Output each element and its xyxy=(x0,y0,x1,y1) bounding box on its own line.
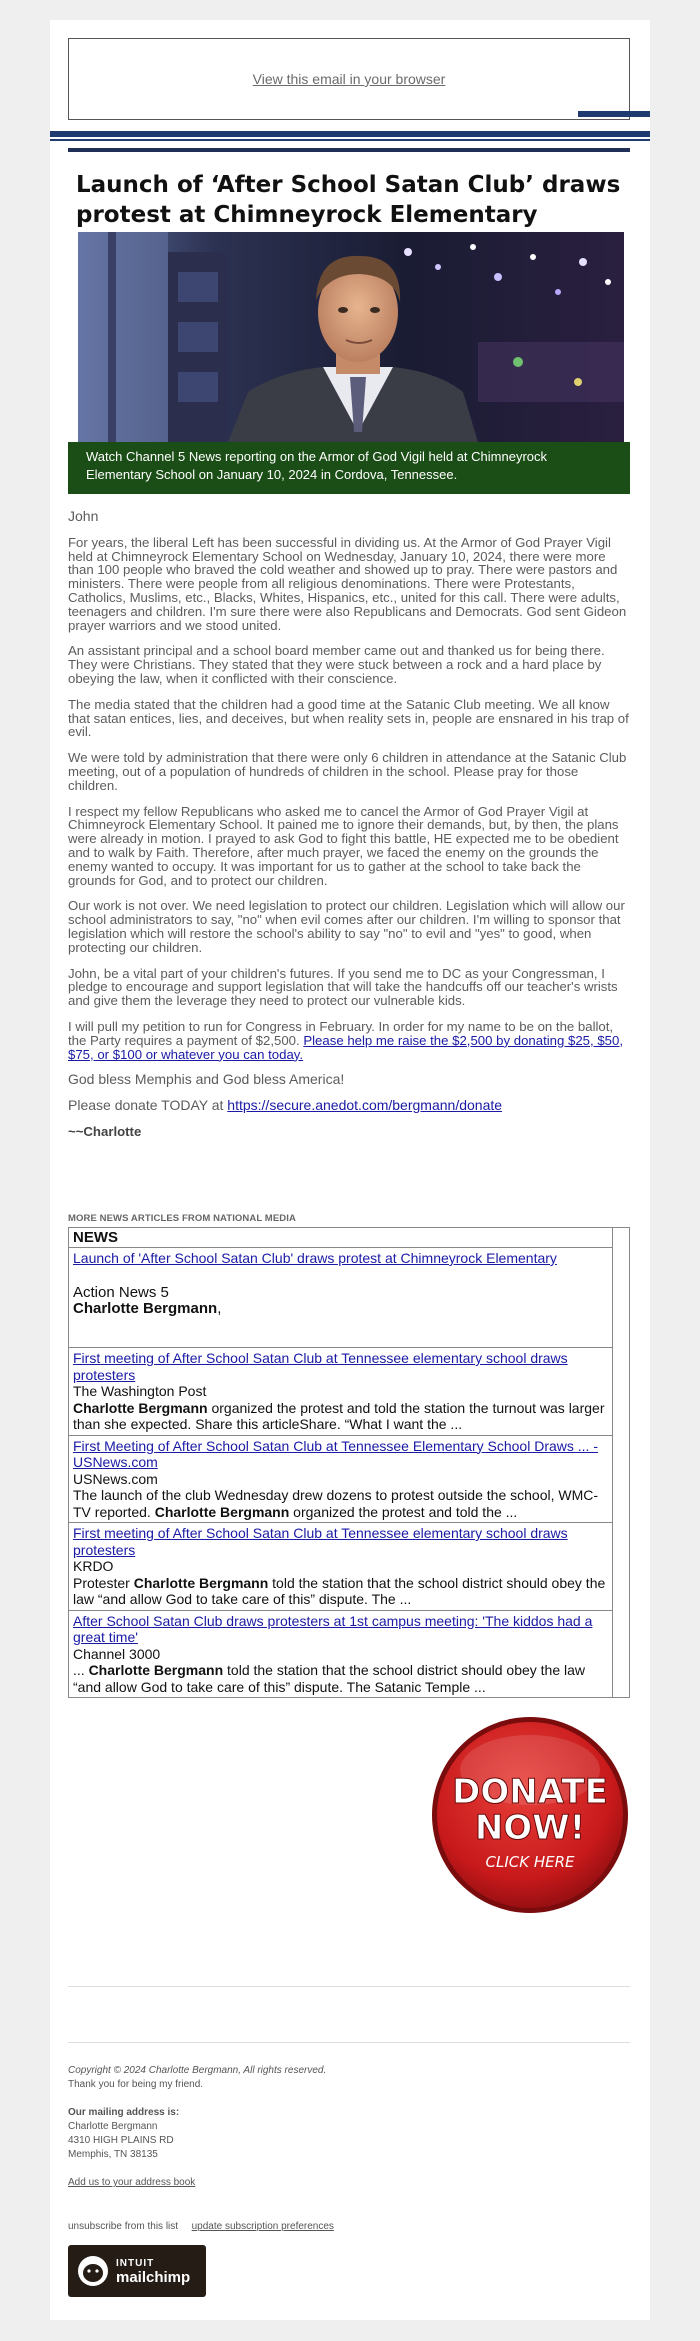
news-item-link[interactable]: First meeting of After School Satan Club at Tennessee elementary school draws protesters xyxy=(73,1350,568,1383)
news-item-snippet-bold: Charlotte Bergmann xyxy=(73,1399,208,1416)
footer-divider-2 xyxy=(68,2042,630,2043)
news-item-source: KRDO xyxy=(73,1558,114,1574)
paragraph-3: The media stated that the children had a good time at the Satanic Club meeting. We all know that satan entices, lies, and deceives, but when reality sets in, people are ensnared in his trap of evil. xyxy=(68,696,629,740)
donate-line-2: NOW! xyxy=(474,1808,586,1848)
news-item-link[interactable]: After School Satan Club draws protesters at 1st campus meeting: 'The kiddos had a great time' xyxy=(73,1612,593,1645)
unsubscribe-link[interactable]: unsubscribe from this list xyxy=(68,2221,179,2232)
news-item-link[interactable]: First meeting of After School Satan Club at Tennessee elementary school draws protesters xyxy=(73,1525,568,1558)
view-in-browser-link[interactable]: View this email in your browser xyxy=(252,71,446,87)
news-item-snippet-rest: , xyxy=(217,1300,222,1317)
add-address-link[interactable]: Add us to your address book xyxy=(68,2177,196,2188)
news-item-snippet-rest: told the station that the school district should obey the law “and allow God to take care of this” dispute. The ... xyxy=(73,1574,606,1607)
preferences-link[interactable]: update subscription preferences xyxy=(191,2221,334,2232)
news-item-snippet-bold: Charlotte Bergmann xyxy=(154,1503,290,1520)
donate-button-graphic xyxy=(430,1715,630,1915)
subscription-links xyxy=(68,2220,630,2234)
address-line-2: 4310 HIGH PLAINS RD xyxy=(68,2135,174,2146)
donate-url-link[interactable]: https://secure.anedot.com/bergmann/donate xyxy=(227,1097,503,1114)
news-item xyxy=(69,1611,613,1698)
news-item-snippet-bold: Charlotte Bergmann xyxy=(88,1662,224,1678)
news-item-snippet xyxy=(73,1662,609,1695)
view-in-browser-box xyxy=(68,38,630,120)
signature: ~~Charlotte xyxy=(68,1123,142,1139)
donate-line-3: CLICK HERE xyxy=(485,1853,575,1871)
donate-now-button[interactable] xyxy=(430,1715,630,1915)
footer-divider xyxy=(68,1986,630,1987)
mailchimp-bottom-text: mailchimp xyxy=(116,2269,191,2286)
news-item-snippet xyxy=(73,1487,609,1520)
news-item-snippet-bold: Charlotte Bergmann xyxy=(73,1300,218,1317)
donate-line-1: DONATE xyxy=(452,1772,608,1812)
article-title: Launch of ‘After School Satan Club’ draws protest at Chimneyrock Elementary xyxy=(76,172,621,228)
news-table-column xyxy=(612,1228,629,1697)
news-item xyxy=(69,1248,613,1348)
paragraph-2: An assistant principal and a school board member came out and thanked us for being there. They were Christians. They stated that they were stuck between a rock and a hard place by obeying the law, when it conflicted with their conscience. xyxy=(68,643,605,686)
email-container xyxy=(50,20,650,2320)
donate-line xyxy=(68,1099,630,1113)
news-header: NEWS xyxy=(69,1228,613,1248)
news-item-source: USNews.com xyxy=(73,1470,158,1487)
mailchimp-badge[interactable] xyxy=(68,2245,206,2297)
copyright: Copyright © 2024 Charlotte Bergmann, All rights reserved. xyxy=(68,2065,327,2076)
news-item-link[interactable]: Launch of 'After School Satan Club' draws protest at Chimneyrock Elementary xyxy=(73,1250,557,1266)
paragraph-6: Our work is not over. We need legislation to protect our children. Legislation which will allow our school administrators to say, "no" when evil comes after our children. I'm willing to sponsor that legislation which will restore the school's ability to say "no" to evil and "yes" to good, when protecting our children. xyxy=(68,898,625,955)
news-item-snippet-rest: told the station that the school district should obey the law “and allow God to take care of this” dispute. The Satanic Temple ... xyxy=(73,1662,586,1695)
news-item-source: The Washington Post xyxy=(73,1383,207,1399)
news-item xyxy=(69,1436,613,1524)
header-divider-2 xyxy=(68,148,630,152)
news-item-snippet xyxy=(73,1301,609,1318)
video-caption: Watch Channel 5 News reporting on the Armor of God Vigil held at Chimneyrock Elementary School on January 10, 2024 in Cordova, Tennessee. xyxy=(68,442,630,494)
news-item-source: Action News 5 xyxy=(73,1283,169,1301)
news-item-snippet-bold: Charlotte Bergmann xyxy=(133,1574,269,1591)
paragraph-1: For years, the liberal Left has been successful in dividing us. At the Armor of God Prayer Vigil held at Chimneyrock Elementary School on Wednesday, January 10, 2024, there were more than 100 people who braved the cold weather and showed up to pray. There were pastors and ministers. There were people from all religious denominations. There were Protestants, Catholics, Muslims, etc., Blacks, Whites, Hispanics, etc., united for this call. There were adults, teenagers and children. I'm sure there were also Republicans and Democrats. God sent Gideon prayer warriors and we stood united. xyxy=(68,534,627,633)
news-item-snippet xyxy=(73,1400,609,1433)
donate-prefix: Please donate TODAY at xyxy=(68,1097,228,1114)
header-bar-extension xyxy=(578,111,650,117)
address-line-1: Charlotte Bergmann xyxy=(68,2121,158,2132)
petition-paragraph xyxy=(68,1020,630,1061)
news-item-snippet xyxy=(73,1575,609,1608)
news-item-link[interactable]: First Meeting of After School Satan Club at Tennessee Elementary School Draws ... - USNews.com xyxy=(73,1437,598,1470)
news-anchor-illustration xyxy=(78,232,624,442)
news-video-image[interactable] xyxy=(78,232,624,442)
greeting: John xyxy=(68,508,99,524)
news-item-snippet-rest: organized the protest and told the station the turnout was larger than she expected. Share this articleShare. “What I want the ... xyxy=(73,1399,605,1432)
petition-donate-link[interactable]: Please help me raise the $2,500 by donating $25, $50, $75, or $100 or whatever you can today. xyxy=(68,1032,623,1062)
mailchimp-logo-icon xyxy=(76,2254,110,2288)
petition-text: I will pull my petition to run for Congress in February. In order for my name to be on the ballot, the Party requires a payment of $2,500. xyxy=(68,1018,614,1048)
blessing: God bless Memphis and God bless America! xyxy=(68,1071,345,1088)
letter-body xyxy=(68,510,630,1151)
news-item xyxy=(69,1523,613,1611)
paragraph-4: We were told by administration that there were only 6 children in attendance at the Satanic Club meeting, out of a population of hundreds of children in the school. Please pray for those children. xyxy=(68,750,627,793)
news-item-snippet-pre: Protester xyxy=(73,1574,134,1591)
news-item-snippet-rest: organized the protest and told the ... xyxy=(289,1503,518,1520)
footer xyxy=(68,2064,630,2234)
thanks-text: Thank you for being my friend. xyxy=(68,2079,204,2090)
news-table xyxy=(68,1227,630,1698)
more-news-heading: MORE NEWS ARTICLES FROM NATIONAL MEDIA xyxy=(68,1213,296,1224)
paragraph-5: I respect my fellow Republicans who asked me to cancel the Armor of God Prayer Vigil at Chimneyrock Elementary School. It pained me to ignore their demands, but, by then, the plans were already in motion. I prayed to ask God to fight this battle, HE expected me to be obedient and to walk by Faith. Therefore, after much prayer, we faced the enemy on the grounds the enemy wanted to occupy. It was important for us to gather at the school to take back the grounds for God, and to protect our children. xyxy=(68,803,619,888)
header-divider xyxy=(50,139,650,141)
news-item-snippet-pre: ... xyxy=(73,1662,89,1678)
news-item xyxy=(69,1348,613,1436)
address-line-3: Memphis, TN 38135 xyxy=(68,2149,158,2160)
news-item-snippet-pre: The launch of the club Wednesday drew dozens to protest outside the school, WMC-TV reported. xyxy=(73,1487,599,1520)
news-item-source: Channel 3000 xyxy=(73,1645,161,1662)
paragraph-7: John, be a vital part of your children's futures. If you send me to DC as your Congressman, I pledge to encourage and support legislation that will take the handcuffs off our teacher's wrists and give them the leverage they need to protect our vulnerable kids. xyxy=(68,965,618,1009)
mailchimp-top-text: INTUIT xyxy=(116,2258,155,2269)
address-label: Our mailing address is: xyxy=(68,2107,180,2118)
header-bar xyxy=(50,131,650,137)
